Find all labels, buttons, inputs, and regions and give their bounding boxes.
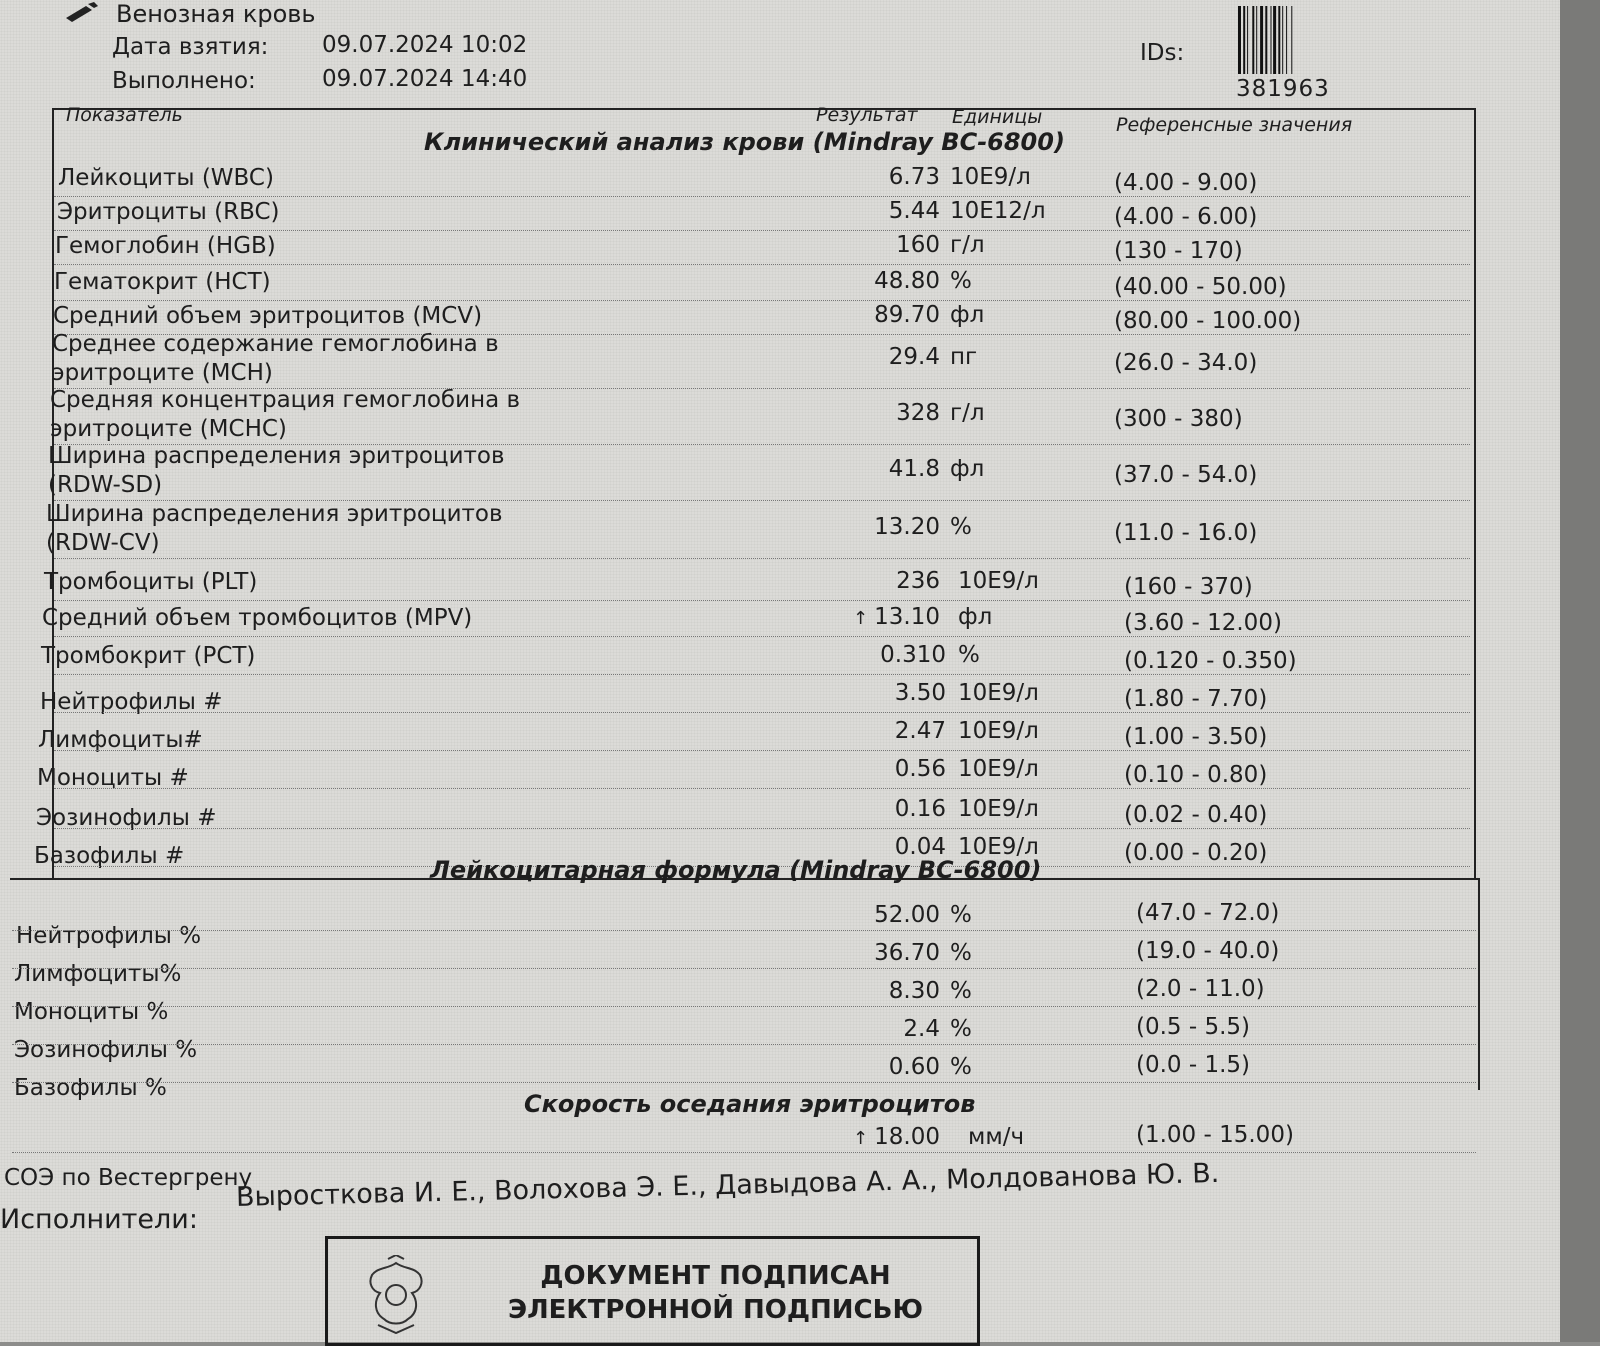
high-flag-icon: ↑ [853, 608, 869, 629]
row-separator [54, 750, 1470, 751]
row-value-text: 6.73 [888, 164, 940, 190]
row-unit: фл [958, 604, 993, 630]
row-separator [54, 196, 1470, 197]
stamp-text [508, 1259, 923, 1327]
row-reference: (47.0 - 72.0) [1136, 900, 1280, 926]
row-value-text: 13.10 [874, 604, 940, 630]
row-name: Ширина распределения эритроцитов (RDW-CV) [46, 501, 503, 556]
row-reference: (2.0 - 11.0) [1136, 976, 1265, 1002]
row-reference: (11.0 - 16.0) [1114, 520, 1258, 546]
done-value: 09.07.2024 14:40 [322, 66, 528, 92]
row-value-text: 52.00 [874, 902, 940, 928]
row-value [830, 978, 940, 1004]
row-value-text: 328 [896, 400, 940, 426]
row-reference: (0.5 - 5.5) [1136, 1014, 1251, 1040]
row-name: Эритроциты (RBC) [57, 199, 280, 225]
column-header-indicator: Показатель [66, 104, 183, 126]
row-name: Средний объем эритроцитов (MCV) [53, 303, 483, 329]
barcode-icon [1238, 6, 1336, 74]
row-value [830, 902, 940, 928]
row-unit: пг [950, 344, 978, 370]
row-value-text: 48.80 [874, 268, 940, 294]
row-separator [12, 1044, 1476, 1045]
row-unit: % [950, 1016, 972, 1042]
row-separator [12, 930, 1476, 931]
row-unit: % [950, 940, 972, 966]
row-unit: % [950, 902, 972, 928]
row-unit: г/л [950, 400, 985, 426]
row-separator [54, 788, 1470, 789]
row-unit: % [950, 1054, 972, 1080]
row-value [836, 756, 946, 782]
row-value [836, 642, 946, 668]
stamp-line-2: ЭЛЕКТРОННОЙ ПОДПИСЬЮ [508, 1295, 923, 1325]
row-value-text: 3.50 [894, 680, 946, 706]
row-separator [12, 1082, 1476, 1083]
row-reference: (40.00 - 50.00) [1114, 274, 1287, 300]
row-name: Тромбокрит (PCT) [41, 643, 256, 669]
row-reference: (0.120 - 0.350) [1124, 648, 1297, 674]
date-taken-value: 09.07.2024 10:02 [322, 32, 528, 58]
row-separator [54, 712, 1470, 713]
row-name: СОЭ по Вестергрену [4, 1165, 253, 1191]
performers-names: Выросткова И. Е., Волохова Э. Е., Давыдова А. А., Молдованова Ю. В. [235, 1157, 1220, 1213]
row-name: Средний объем тромбоцитов (MPV) [42, 605, 473, 631]
row-value [830, 940, 940, 966]
row-value [830, 302, 940, 328]
column-header-units: Единицы [952, 106, 1043, 128]
row-value-text: 29.4 [888, 344, 940, 370]
pencil-icon [64, 2, 100, 22]
row-separator [12, 1006, 1476, 1007]
row-separator [54, 674, 1470, 675]
row-value-text: 0.60 [888, 1054, 940, 1080]
section-title: Клинический анализ крови (Mindray BC-6800) [424, 128, 1065, 156]
row-name: Базофилы # [34, 843, 185, 869]
row-value [830, 400, 940, 426]
row-name: Нейтрофилы % [16, 923, 202, 949]
row-unit: г/л [950, 232, 985, 258]
row-separator [12, 1152, 1476, 1153]
row-reference: (19.0 - 40.0) [1136, 938, 1280, 964]
row-reference: (1.00 - 15.00) [1136, 1122, 1294, 1148]
row-name: Лимфоциты# [38, 727, 203, 753]
row-value [830, 268, 940, 294]
section-title: Лейкоцитарная формула (Mindray BC-6800) [430, 856, 1042, 884]
row-unit: мм/ч [968, 1124, 1025, 1150]
row-value-text: 236 [896, 568, 940, 594]
row-value-text: 8.30 [888, 978, 940, 1004]
row-value-text: 0.56 [894, 756, 946, 782]
row-separator [12, 968, 1476, 969]
row-value [830, 198, 940, 224]
row-value-text: 89.70 [874, 302, 940, 328]
row-reference: (300 - 380) [1114, 406, 1243, 432]
stamp-line-1: ДОКУМЕНТ ПОДПИСАН [540, 1261, 891, 1291]
row-unit: 10E9/л [958, 568, 1039, 594]
row-separator [54, 230, 1470, 231]
row-value-text: 13.20 [874, 514, 940, 540]
row-reference: (1.00 - 3.50) [1124, 724, 1268, 750]
row-reference: (130 - 170) [1114, 238, 1243, 264]
row-name: Средняя концентрация гемоглобина в эритроците (MCHC) [50, 387, 521, 442]
background-edge [1560, 0, 1600, 1342]
row-value [830, 232, 940, 258]
row-value-text: 2.47 [894, 718, 946, 744]
e-signature-stamp [325, 1236, 980, 1346]
performers-label: Исполнители: [0, 1204, 198, 1235]
row-unit: 10E12/л [950, 198, 1046, 224]
row-unit: 10E9/л [958, 796, 1039, 822]
row-reference: (4.00 - 6.00) [1114, 204, 1258, 230]
ids-label: IDs: [1140, 40, 1185, 66]
date-taken-label: Дата взятия: [112, 34, 269, 60]
row-value-text: 160 [896, 232, 940, 258]
row-separator [54, 558, 1470, 559]
row-value [836, 796, 946, 822]
row-unit: 10E9/л [950, 164, 1031, 190]
ids-number: 381963 [1236, 76, 1330, 102]
row-separator [54, 828, 1470, 829]
row-reference: (26.0 - 34.0) [1114, 350, 1258, 376]
row-unit: 10E9/л [958, 680, 1039, 706]
row-reference: (0.02 - 0.40) [1124, 802, 1268, 828]
row-unit: фл [950, 456, 985, 482]
row-value [830, 1124, 940, 1150]
row-name: Гематокрит (HCT) [54, 269, 271, 295]
row-reference: (0.00 - 0.20) [1124, 840, 1268, 866]
row-name: Гемоглобин (HGB) [55, 233, 276, 259]
row-name: Лейкоциты (WBC) [58, 165, 274, 191]
row-value [830, 164, 940, 190]
row-reference: (160 - 370) [1124, 574, 1253, 600]
row-reference: (37.0 - 54.0) [1114, 462, 1258, 488]
row-separator [54, 636, 1470, 637]
row-value [830, 344, 940, 370]
sample-type: Венозная кровь [116, 0, 316, 28]
row-value [830, 1054, 940, 1080]
row-name: Нейтрофилы # [40, 689, 223, 715]
row-name: Тромбоциты (PLT) [44, 569, 258, 595]
row-reference: (0.0 - 1.5) [1136, 1052, 1251, 1078]
row-value [836, 680, 946, 706]
row-value-text: 18.00 [874, 1124, 940, 1150]
row-value [836, 718, 946, 744]
row-unit: 10E9/л [958, 718, 1039, 744]
column-header-reference: Референсные значения [1116, 114, 1353, 136]
row-reference: (80.00 - 100.00) [1114, 308, 1302, 334]
row-separator [54, 600, 1470, 601]
row-value [830, 514, 940, 540]
row-name: Среднее содержание гемоглобина в эритроците (MCH) [52, 331, 499, 386]
done-label: Выполнено: [112, 68, 256, 94]
row-name: Ширина распределения эритроцитов (RDW-SD) [48, 443, 505, 498]
high-flag-icon: ↑ [853, 1128, 869, 1149]
row-name: Базофилы % [14, 1075, 167, 1101]
row-name: Лимфоциты% [14, 961, 182, 987]
row-reference: (1.80 - 7.70) [1124, 686, 1268, 712]
row-name: Моноциты # [37, 765, 189, 791]
row-reference: (0.10 - 0.80) [1124, 762, 1268, 788]
row-reference: (3.60 - 12.00) [1124, 610, 1282, 636]
row-unit: % [950, 978, 972, 1004]
row-value-text: 0.04 [894, 834, 946, 860]
row-value-text: 36.70 [874, 940, 940, 966]
row-name: Эозинофилы # [36, 805, 217, 831]
row-name: Эозинофилы % [14, 1037, 198, 1063]
row-value [830, 604, 940, 630]
row-value-text: 0.16 [894, 796, 946, 822]
coat-of-arms-icon [358, 1255, 434, 1335]
row-unit: % [950, 268, 972, 294]
row-value [830, 456, 940, 482]
row-reference: (4.00 - 9.00) [1114, 170, 1258, 196]
row-unit: % [950, 514, 972, 540]
row-value [830, 1016, 940, 1042]
row-name: Моноциты % [14, 999, 169, 1025]
column-header-result: Результат [816, 104, 918, 126]
row-unit: 10E9/л [958, 834, 1039, 860]
section-title: Скорость оседания эритроцитов [524, 1090, 976, 1118]
row-value-text: 5.44 [888, 198, 940, 224]
row-value-text: 0.310 [880, 642, 946, 668]
row-value-text: 2.4 [903, 1016, 940, 1042]
row-value [830, 568, 940, 594]
row-unit: фл [950, 302, 985, 328]
row-separator [54, 300, 1470, 301]
row-unit: % [958, 642, 980, 668]
row-separator [54, 264, 1470, 265]
row-unit: 10E9/л [958, 756, 1039, 782]
row-value-text: 41.8 [888, 456, 940, 482]
